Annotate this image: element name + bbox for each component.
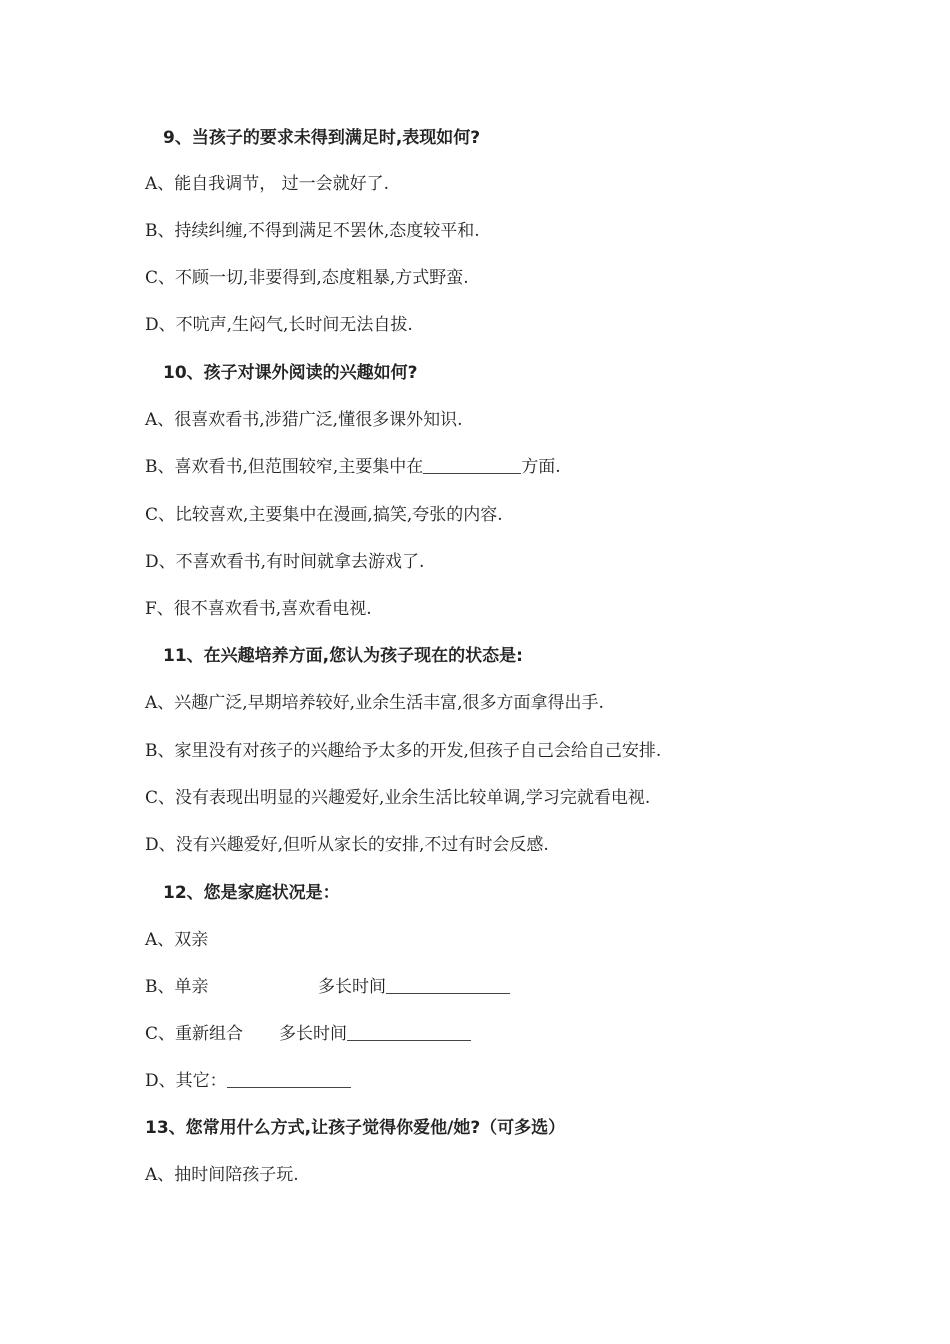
question-9-option-b: B、持续纠缠,不得到满足不罢休,态度较平和. xyxy=(145,221,480,241)
question-11-title: 11、在兴趣培养方面,您认为孩子现在的状态是: xyxy=(163,646,523,666)
question-12-option-a: A、双亲 xyxy=(145,930,209,950)
question-12-option-c-text: C、重新组合 xyxy=(145,1024,244,1044)
question-9-option-d: D、不吭声,生闷气,长时间无法自拔. xyxy=(145,315,413,335)
question-12-title: 12、您是家庭状况是： xyxy=(163,883,340,903)
question-10-option-d: D、不喜欢看书,有时间就拿去游戏了. xyxy=(145,552,425,572)
question-9-title: 9、当孩子的要求未得到满足时,表现如何? xyxy=(163,128,481,148)
question-12-option-c-duration xyxy=(279,1023,471,1045)
question-13-title: 13、您常用什么方式,让孩子觉得你爱他/她?（可多选） xyxy=(145,1118,566,1138)
question-11-option-c: C、没有表现出明显的兴趣爱好,业余生活比较单调,学习完就看电视. xyxy=(145,788,651,808)
fill-in-blank[interactable] xyxy=(423,457,521,474)
question-9-option-a: A、能自我调节， 过一会就好了. xyxy=(145,174,390,194)
question-12-option-d-text: D、其它： xyxy=(145,1071,227,1091)
question-9-option-c: C、不顾一切,非要得到,态度粗暴,方式野蛮. xyxy=(145,268,469,288)
question-10-option-c: C、比较喜欢,主要集中在漫画,搞笑,夸张的内容. xyxy=(145,505,503,525)
question-10-option-b xyxy=(145,456,561,478)
question-11-option-a: A、兴趣广泛,早期培养较好,业余生活丰富,很多方面拿得出手. xyxy=(145,693,604,713)
question-10-option-a: A、很喜欢看书,涉猎广泛,懂很多课外知识. xyxy=(145,410,463,430)
question-10-option-b-suffix: 方面. xyxy=(521,457,561,477)
duration-blank[interactable] xyxy=(347,1024,471,1041)
question-10-option-b-text: B、喜欢看书,但范围较窄,主要集中在 xyxy=(145,457,424,477)
question-12-option-b-text: B、单亲 xyxy=(145,977,209,997)
question-12-option-b xyxy=(145,976,209,998)
question-11-option-d: D、没有兴趣爱好,但听从家长的安排,不过有时会反感. xyxy=(145,835,549,855)
question-12-option-b-duration xyxy=(318,976,510,998)
question-12-option-d xyxy=(145,1070,351,1092)
duration-label: 多长时间 xyxy=(279,1024,347,1044)
question-13-option-a: A、抽时间陪孩子玩. xyxy=(145,1165,299,1185)
question-10-option-f: F、很不喜欢看书,喜欢看电视. xyxy=(145,599,372,619)
question-11-option-b: B、家里没有对孩子的兴趣给予太多的开发,但孩子自己会给自己安排. xyxy=(145,741,662,761)
other-blank[interactable] xyxy=(227,1071,351,1088)
duration-blank[interactable] xyxy=(386,977,510,994)
question-10-title: 10、孩子对课外阅读的兴趣如何? xyxy=(163,363,418,383)
question-12-option-c xyxy=(145,1023,243,1045)
duration-label: 多长时间 xyxy=(318,977,386,997)
